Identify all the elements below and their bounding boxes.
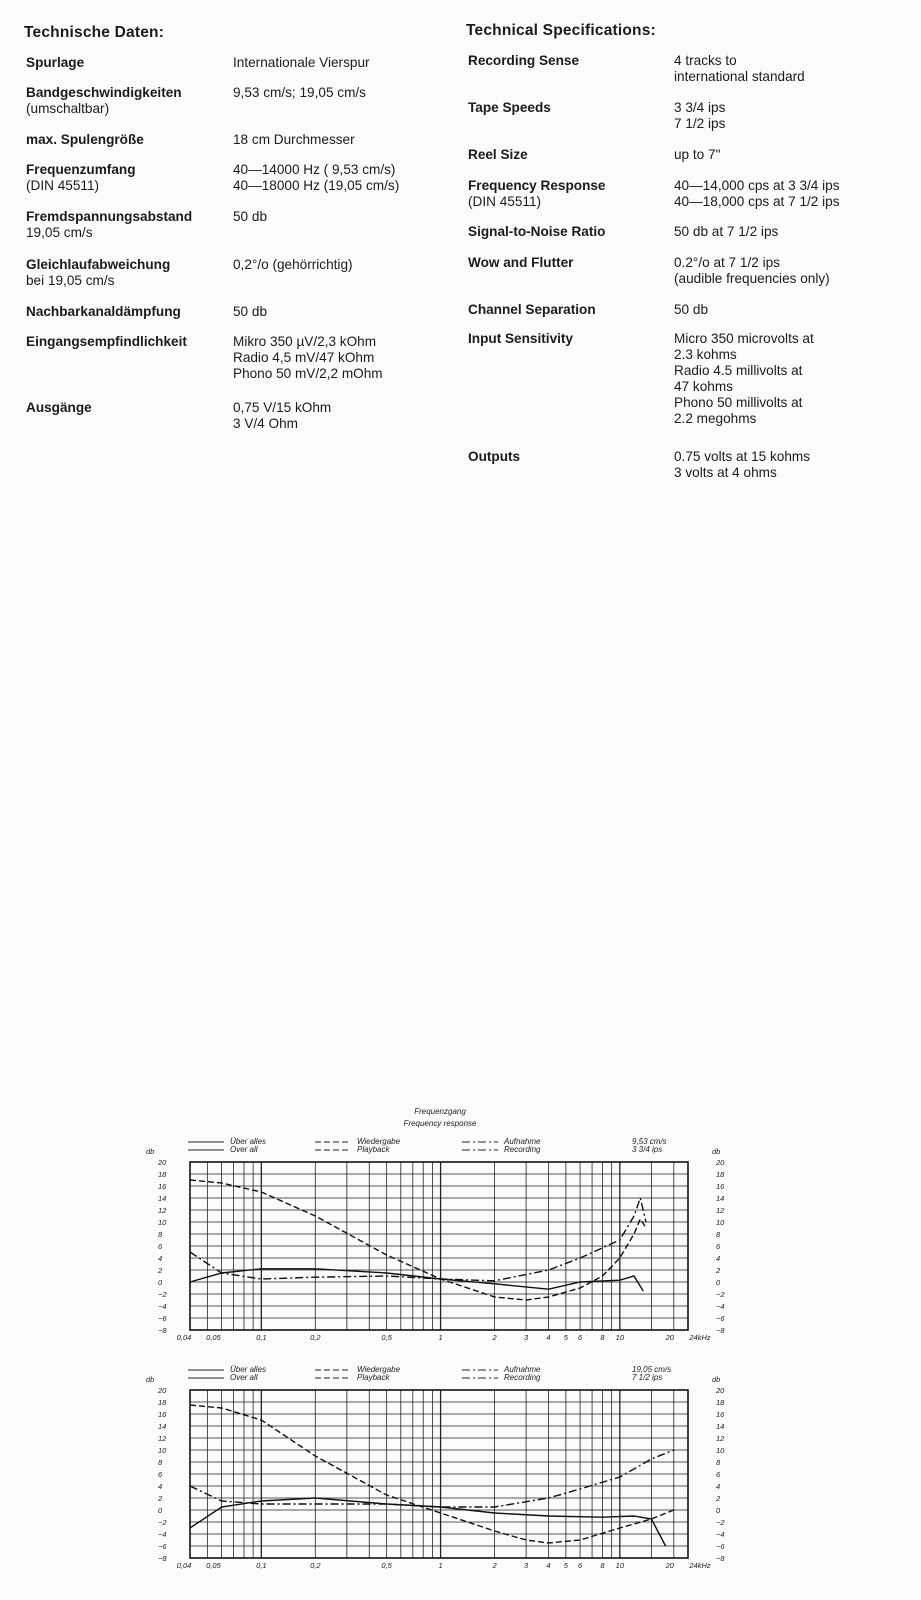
y-tick-label-right: 14 xyxy=(716,1194,725,1203)
y-tick-label-left: 16 xyxy=(158,1182,167,1191)
spec-label xyxy=(26,257,170,289)
spec-label xyxy=(26,162,136,194)
x-tick-label: 0,04 xyxy=(176,1333,192,1342)
spec-value: 18 cm Durchmesser xyxy=(233,132,355,147)
y-tick-label-left: 20 xyxy=(158,1386,167,1395)
spec-value: Internationale Vierspur xyxy=(233,55,370,70)
spec-label-sub: (DIN 45511) xyxy=(468,194,542,209)
x-tick-label: 4 xyxy=(546,1561,551,1570)
x-tick-label: 0,2 xyxy=(310,1561,321,1570)
x-tick-label: 10 xyxy=(615,1561,625,1570)
y-tick-label-right: 2 xyxy=(716,1494,721,1503)
series-line-solid xyxy=(190,1269,643,1291)
spec-label xyxy=(468,449,520,465)
spec-label-sub: bei 19,05 cm/s xyxy=(26,273,115,288)
spec-label-main: Nachbarkanaldämpfung xyxy=(26,304,181,319)
y-tick-label-left: 2 xyxy=(158,1494,163,1503)
x-tick-label: 0,5 xyxy=(381,1561,392,1570)
spec-value: up to 7" xyxy=(674,147,721,162)
spec-label-main: Eingangsempfindlichkeit xyxy=(26,334,187,349)
speed-label: 9,53 cm/s xyxy=(632,1137,667,1146)
spec-label-main: Spurlage xyxy=(26,55,85,70)
y-axis-label-left: db xyxy=(146,1375,155,1384)
y-axis-label-right: db xyxy=(712,1147,721,1156)
spec-label xyxy=(468,178,606,210)
y-tick-label-left: 12 xyxy=(158,1206,167,1215)
y-tick-label-left: 20 xyxy=(158,1158,167,1167)
y-tick-label-left: 6 xyxy=(158,1470,163,1479)
y-tick-label-right: 0 xyxy=(716,1506,721,1515)
y-tick-label-right: 2 xyxy=(716,1266,721,1275)
x-tick-label: 5 xyxy=(563,1333,568,1342)
spec-label xyxy=(468,224,605,240)
spec-label-main: Frequency Response xyxy=(468,178,606,193)
y-tick-label-right: 4 xyxy=(716,1254,721,1263)
y-tick-label-right: 0 xyxy=(716,1278,721,1287)
frequency-response-chart-953 xyxy=(140,1100,740,1345)
x-tick-label: 20 xyxy=(665,1561,674,1570)
x-tick-label: 24kHz xyxy=(689,1333,711,1342)
spec-label-sub: (umschaltbar) xyxy=(26,101,110,116)
legend-label-en: Recording xyxy=(504,1373,541,1382)
spec-label-main: Recording Sense xyxy=(468,53,580,68)
y-tick-label-right: 10 xyxy=(716,1218,725,1227)
legend-label-de: Wiedergabe xyxy=(357,1365,401,1374)
legend-label-en: Over all xyxy=(230,1373,258,1382)
english-heading: Technical Specifications: xyxy=(466,22,656,39)
legend-label-de: Über alles xyxy=(230,1365,267,1374)
y-tick-label-left: −8 xyxy=(158,1326,167,1335)
x-tick-label: 0,05 xyxy=(206,1333,221,1342)
spec-label-main: Frequenzumfang xyxy=(26,162,136,177)
series-line-dashdot xyxy=(190,1450,674,1507)
y-tick-label-left: 12 xyxy=(158,1434,167,1443)
x-tick-label: 20 xyxy=(665,1333,674,1342)
spec-label-main: Signal-to-Noise Ratio xyxy=(468,224,606,239)
y-tick-label-right: 12 xyxy=(716,1206,725,1215)
spec-label xyxy=(468,53,579,69)
y-tick-label-left: 14 xyxy=(158,1194,167,1203)
x-tick-label: 0,1 xyxy=(256,1561,267,1570)
x-tick-label: 3 xyxy=(524,1333,529,1342)
y-tick-label-left: −4 xyxy=(158,1530,167,1539)
spec-label-sub: 19,05 cm/s xyxy=(26,225,93,240)
x-tick-label: 1 xyxy=(438,1333,443,1342)
spec-label-main: Tape Speeds xyxy=(468,100,551,115)
speed-label: 19,05 cm/s xyxy=(632,1365,672,1374)
spec-label-main: Gleichlaufabweichung xyxy=(26,257,171,272)
y-tick-label-left: −2 xyxy=(158,1518,167,1527)
y-tick-label-right: 18 xyxy=(716,1170,725,1179)
spec-label-main: max. Spulengröße xyxy=(26,132,144,147)
spec-label xyxy=(26,304,181,320)
spec-label-main: Wow and Flutter xyxy=(468,255,574,270)
chart-title: Frequenzgang xyxy=(414,1107,466,1116)
spec-label-main: Fremdspannungsabstand xyxy=(26,209,193,224)
y-tick-label-right: 12 xyxy=(716,1434,725,1443)
y-tick-label-right: 4 xyxy=(716,1482,721,1491)
spec-label xyxy=(468,147,528,163)
legend-label-de: Aufnahme xyxy=(504,1365,541,1374)
y-tick-label-right: 10 xyxy=(716,1446,725,1455)
spec-label xyxy=(26,132,144,148)
spec-label xyxy=(26,85,182,117)
spec-value: 0,75 V/15 kOhm 3 V/4 Ohm xyxy=(233,400,332,431)
y-tick-label-right: 8 xyxy=(716,1458,721,1467)
spec-label xyxy=(26,209,192,241)
y-tick-label-left: 4 xyxy=(158,1482,163,1491)
y-tick-label-right: −4 xyxy=(716,1530,725,1539)
y-tick-label-right: −2 xyxy=(716,1290,725,1299)
spec-value: 3 3/4 ips 7 1/2 ips xyxy=(674,100,726,131)
x-tick-label: 0,2 xyxy=(310,1333,321,1342)
spec-value: 9,53 cm/s; 19,05 cm/s xyxy=(233,85,366,100)
x-tick-label: 8 xyxy=(600,1333,605,1342)
y-tick-label-left: 0 xyxy=(158,1506,163,1515)
spec-label xyxy=(468,302,596,318)
x-tick-label: 6 xyxy=(577,1333,583,1342)
y-tick-label-left: 18 xyxy=(158,1170,167,1179)
spec-label-main: Outputs xyxy=(468,449,521,464)
y-tick-label-right: −6 xyxy=(716,1314,725,1323)
y-tick-label-left: 0 xyxy=(158,1278,163,1287)
x-tick-label: 8 xyxy=(600,1561,605,1570)
y-tick-label-right: 18 xyxy=(716,1398,725,1407)
spec-label-sub: (DIN 45511) xyxy=(26,178,100,193)
x-tick-label: 0,5 xyxy=(381,1333,392,1342)
y-tick-label-left: −4 xyxy=(158,1302,167,1311)
x-tick-label: 0,05 xyxy=(206,1561,221,1570)
y-tick-label-right: −8 xyxy=(716,1326,725,1335)
spec-label-main: Reel Size xyxy=(468,147,528,162)
y-tick-label-right: 20 xyxy=(716,1158,725,1167)
spec-label xyxy=(468,255,573,271)
y-tick-label-right: −8 xyxy=(716,1554,725,1563)
y-tick-label-left: 2 xyxy=(158,1266,163,1275)
spec-label-main: Input Sensitivity xyxy=(468,331,573,346)
y-tick-label-right: 16 xyxy=(716,1182,725,1191)
x-tick-label: 2 xyxy=(492,1561,497,1570)
spec-value: Micro 350 microvolts at 2.3 kohms Radio 4.5 millivolts at 47 kohms Phono 50 millivolts at 2.2 megohms xyxy=(674,331,814,426)
y-tick-label-left: 10 xyxy=(158,1446,167,1455)
y-tick-label-right: 8 xyxy=(716,1230,721,1239)
y-tick-label-left: −2 xyxy=(158,1290,167,1299)
x-tick-label: 4 xyxy=(546,1333,551,1342)
spec-value: 0.75 volts at 15 kohms 3 volts at 4 ohms xyxy=(674,449,811,480)
german-heading: Technische Daten: xyxy=(24,24,165,41)
spec-value: 4 tracks to international standard xyxy=(674,53,805,84)
x-tick-label: 0,04 xyxy=(176,1561,192,1570)
frequency-response-chart-1905 xyxy=(140,1350,740,1572)
x-tick-label: 1 xyxy=(438,1561,443,1570)
spec-label xyxy=(26,334,187,350)
legend-label-en: Recording xyxy=(504,1145,541,1154)
y-tick-label-right: −6 xyxy=(716,1542,725,1551)
spec-label xyxy=(468,100,551,116)
legend-label-en: Playback xyxy=(357,1373,390,1382)
y-tick-label-right: 6 xyxy=(716,1242,721,1251)
y-tick-label-left: 8 xyxy=(158,1458,163,1467)
legend-label-en: Playback xyxy=(357,1145,390,1154)
spec-value: 0,2°/o (gehörrichtig) xyxy=(233,257,353,272)
y-axis-label-left: db xyxy=(146,1147,155,1156)
y-tick-label-right: 16 xyxy=(716,1410,725,1419)
legend-label-en: Over all xyxy=(230,1145,258,1154)
spec-value: 50 db xyxy=(233,304,268,319)
spec-value: 50 db at 7 1/2 ips xyxy=(674,224,779,239)
y-tick-label-left: −8 xyxy=(158,1554,167,1563)
x-tick-label: 0,1 xyxy=(256,1333,267,1342)
y-tick-label-right: 14 xyxy=(716,1422,725,1431)
y-tick-label-left: 8 xyxy=(158,1230,163,1239)
x-tick-label: 10 xyxy=(615,1333,625,1342)
y-tick-label-right: 6 xyxy=(716,1470,721,1479)
y-tick-label-left: 18 xyxy=(158,1398,167,1407)
y-axis-label-right: db xyxy=(712,1375,721,1384)
spec-label-main: Channel Separation xyxy=(468,302,596,317)
legend-label-de: Aufnahme xyxy=(504,1137,541,1146)
spec-label xyxy=(468,331,573,347)
spec-value: 40—14,000 cps at 3 3/4 ips 40—18,000 cps at 7 1/2 ips xyxy=(674,178,840,209)
y-tick-label-right: −4 xyxy=(716,1302,725,1311)
spec-label-main: Bandgeschwindigkeiten xyxy=(26,85,182,100)
x-tick-label: 2 xyxy=(492,1333,497,1342)
y-tick-label-left: 6 xyxy=(158,1242,163,1251)
x-tick-label: 5 xyxy=(563,1561,568,1570)
y-tick-label-right: 20 xyxy=(716,1386,725,1395)
y-tick-label-left: 4 xyxy=(158,1254,163,1263)
y-tick-label-left: −6 xyxy=(158,1314,167,1323)
speed-label: 3 3/4 ips xyxy=(632,1145,663,1154)
spec-label xyxy=(26,55,84,71)
spec-value: Mikro 350 µV/2,3 kOhm Radio 4,5 mV/47 kOhm Phono 50 mV/2,2 mOhm xyxy=(233,334,383,381)
spec-value: 50 db xyxy=(674,302,709,317)
y-tick-label-left: 14 xyxy=(158,1422,167,1431)
x-tick-label: 6 xyxy=(577,1561,583,1570)
spec-label xyxy=(26,400,92,416)
speed-label: 7 1/2 ips xyxy=(632,1373,663,1382)
y-tick-label-left: −6 xyxy=(158,1542,167,1551)
legend-label-de: Wiedergabe xyxy=(357,1137,401,1146)
x-tick-label: 3 xyxy=(524,1561,529,1570)
y-tick-label-left: 10 xyxy=(158,1218,167,1227)
legend-label-de: Über alles xyxy=(230,1137,267,1146)
spec-value: 0.2°/o at 7 1/2 ips (audible frequencies only) xyxy=(674,255,830,286)
x-tick-label: 24kHz xyxy=(689,1561,711,1570)
y-tick-label-right: −2 xyxy=(716,1518,725,1527)
chart-subtitle: Frequency response xyxy=(403,1119,477,1128)
y-tick-label-left: 16 xyxy=(158,1410,167,1419)
spec-value: 40—14000 Hz ( 9,53 cm/s) 40—18000 Hz (19,05 cm/s) xyxy=(233,162,400,193)
spec-label-main: Ausgänge xyxy=(26,400,92,415)
spec-value: 50 db xyxy=(233,209,268,224)
